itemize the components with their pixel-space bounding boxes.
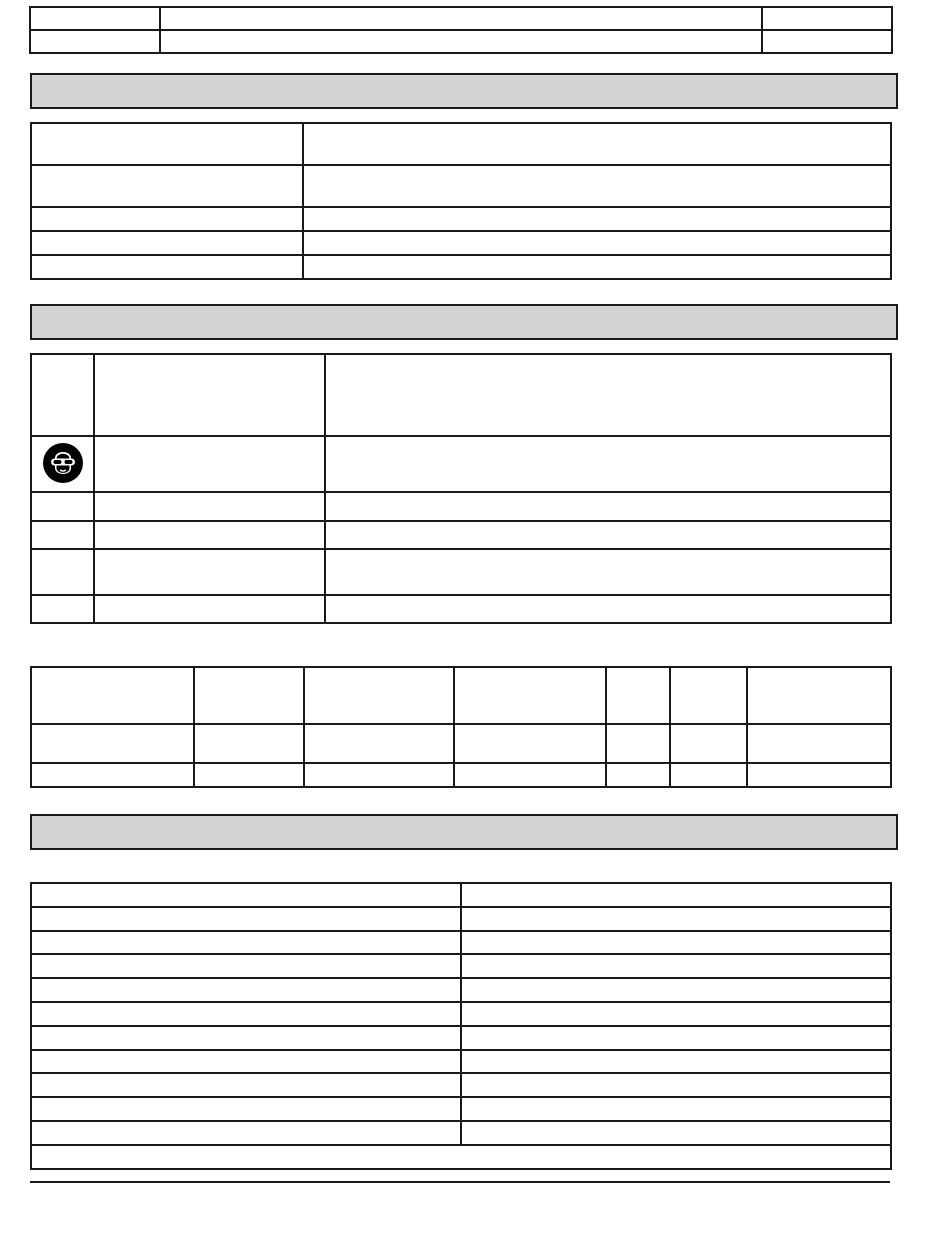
- table-row: [31, 354, 891, 436]
- table-row: [31, 1002, 891, 1026]
- field-label: [94, 354, 325, 436]
- section-3-table: [30, 882, 892, 1170]
- table-cell: [606, 763, 670, 787]
- table-cell: [747, 763, 891, 787]
- table-header-row: [31, 667, 891, 724]
- field-value: [303, 123, 891, 165]
- icon-cell: [31, 549, 94, 595]
- header-cell: [160, 7, 762, 30]
- column-header: [194, 667, 304, 724]
- section-1-heading: [30, 73, 898, 109]
- table-row: [31, 1050, 891, 1074]
- table-cell: [454, 724, 606, 763]
- property-value: [461, 931, 891, 955]
- safety-goggles-icon: [42, 442, 84, 484]
- header-table: [29, 6, 893, 54]
- property-label: [31, 1121, 461, 1145]
- table-cell: [194, 724, 304, 763]
- table-row: [31, 231, 891, 255]
- table-row: [30, 30, 892, 53]
- table-row: [31, 1073, 891, 1097]
- table-row: [30, 7, 892, 30]
- table-row: [31, 883, 891, 907]
- table-cell: [454, 763, 606, 787]
- table-row: [31, 123, 891, 165]
- page-footer-rule: [30, 1181, 890, 1183]
- field-label: [94, 492, 325, 521]
- field-value: [325, 549, 891, 595]
- table-row: [31, 595, 891, 623]
- table-row: [31, 1121, 891, 1145]
- header-cell: [762, 30, 892, 53]
- field-value: [325, 521, 891, 549]
- column-header: [670, 667, 747, 724]
- property-value: [461, 1050, 891, 1074]
- icon-cell: [31, 521, 94, 549]
- field-value: [325, 492, 891, 521]
- section-1-table: [30, 122, 892, 280]
- property-label: [31, 1002, 461, 1026]
- table-footer-cell: [31, 1145, 891, 1169]
- table-cell: [31, 724, 194, 763]
- field-label: [94, 549, 325, 595]
- property-value: [461, 978, 891, 1002]
- table-cell: [606, 724, 670, 763]
- column-header: [747, 667, 891, 724]
- field-label: [94, 595, 325, 623]
- property-label: [31, 1097, 461, 1121]
- property-value: [461, 1073, 891, 1097]
- table-footer-row: [31, 1145, 891, 1169]
- header-cell: [30, 30, 160, 53]
- icon-cell: [31, 492, 94, 521]
- field-label: [31, 165, 303, 207]
- column-header: [606, 667, 670, 724]
- property-value: [461, 1026, 891, 1050]
- table-row: [31, 978, 891, 1002]
- field-value: [303, 207, 891, 231]
- table-cell: [304, 724, 454, 763]
- icon-cell: [31, 436, 94, 492]
- field-value: [303, 165, 891, 207]
- table-row: [31, 931, 891, 955]
- field-value: [325, 595, 891, 623]
- limits-table: [30, 666, 892, 788]
- icon-cell: [31, 595, 94, 623]
- table-cell: [31, 763, 194, 787]
- property-value: [461, 883, 891, 907]
- field-label: [31, 231, 303, 255]
- field-label: [94, 521, 325, 549]
- property-label: [31, 907, 461, 931]
- property-label: [31, 883, 461, 907]
- property-label: [31, 931, 461, 955]
- field-label: [31, 123, 303, 165]
- header-cell: [30, 7, 160, 30]
- field-value: [325, 436, 891, 492]
- property-label: [31, 978, 461, 1002]
- table-row: [31, 436, 891, 492]
- table-row: [31, 492, 891, 521]
- section-2-table: [30, 353, 892, 624]
- table-cell: [670, 763, 747, 787]
- icon-cell: [31, 354, 94, 436]
- table-row: [31, 1026, 891, 1050]
- field-label: [31, 255, 303, 279]
- table-row: [31, 207, 891, 231]
- table-cell: [194, 763, 304, 787]
- table-row: [31, 255, 891, 279]
- table-row: [31, 724, 891, 763]
- table-cell: [304, 763, 454, 787]
- section-3-heading: [30, 814, 898, 850]
- property-value: [461, 1121, 891, 1145]
- property-label: [31, 1050, 461, 1074]
- header-cell: [160, 30, 762, 53]
- table-row: [31, 165, 891, 207]
- field-label: [94, 436, 325, 492]
- table-row: [31, 521, 891, 549]
- property-value: [461, 907, 891, 931]
- column-header: [31, 667, 194, 724]
- field-value: [325, 354, 891, 436]
- section-2-heading: [30, 304, 898, 340]
- column-header: [304, 667, 454, 724]
- property-value: [461, 1097, 891, 1121]
- field-label: [31, 207, 303, 231]
- property-label: [31, 1026, 461, 1050]
- field-value: [303, 231, 891, 255]
- property-label: [31, 954, 461, 978]
- property-value: [461, 954, 891, 978]
- table-cell: [670, 724, 747, 763]
- table-row: [31, 549, 891, 595]
- table-row: [31, 763, 891, 787]
- table-row: [31, 954, 891, 978]
- column-header: [454, 667, 606, 724]
- table-row: [31, 907, 891, 931]
- table-row: [31, 1097, 891, 1121]
- table-cell: [747, 724, 891, 763]
- property-value: [461, 1002, 891, 1026]
- header-cell: [762, 7, 892, 30]
- property-label: [31, 1073, 461, 1097]
- field-value: [303, 255, 891, 279]
